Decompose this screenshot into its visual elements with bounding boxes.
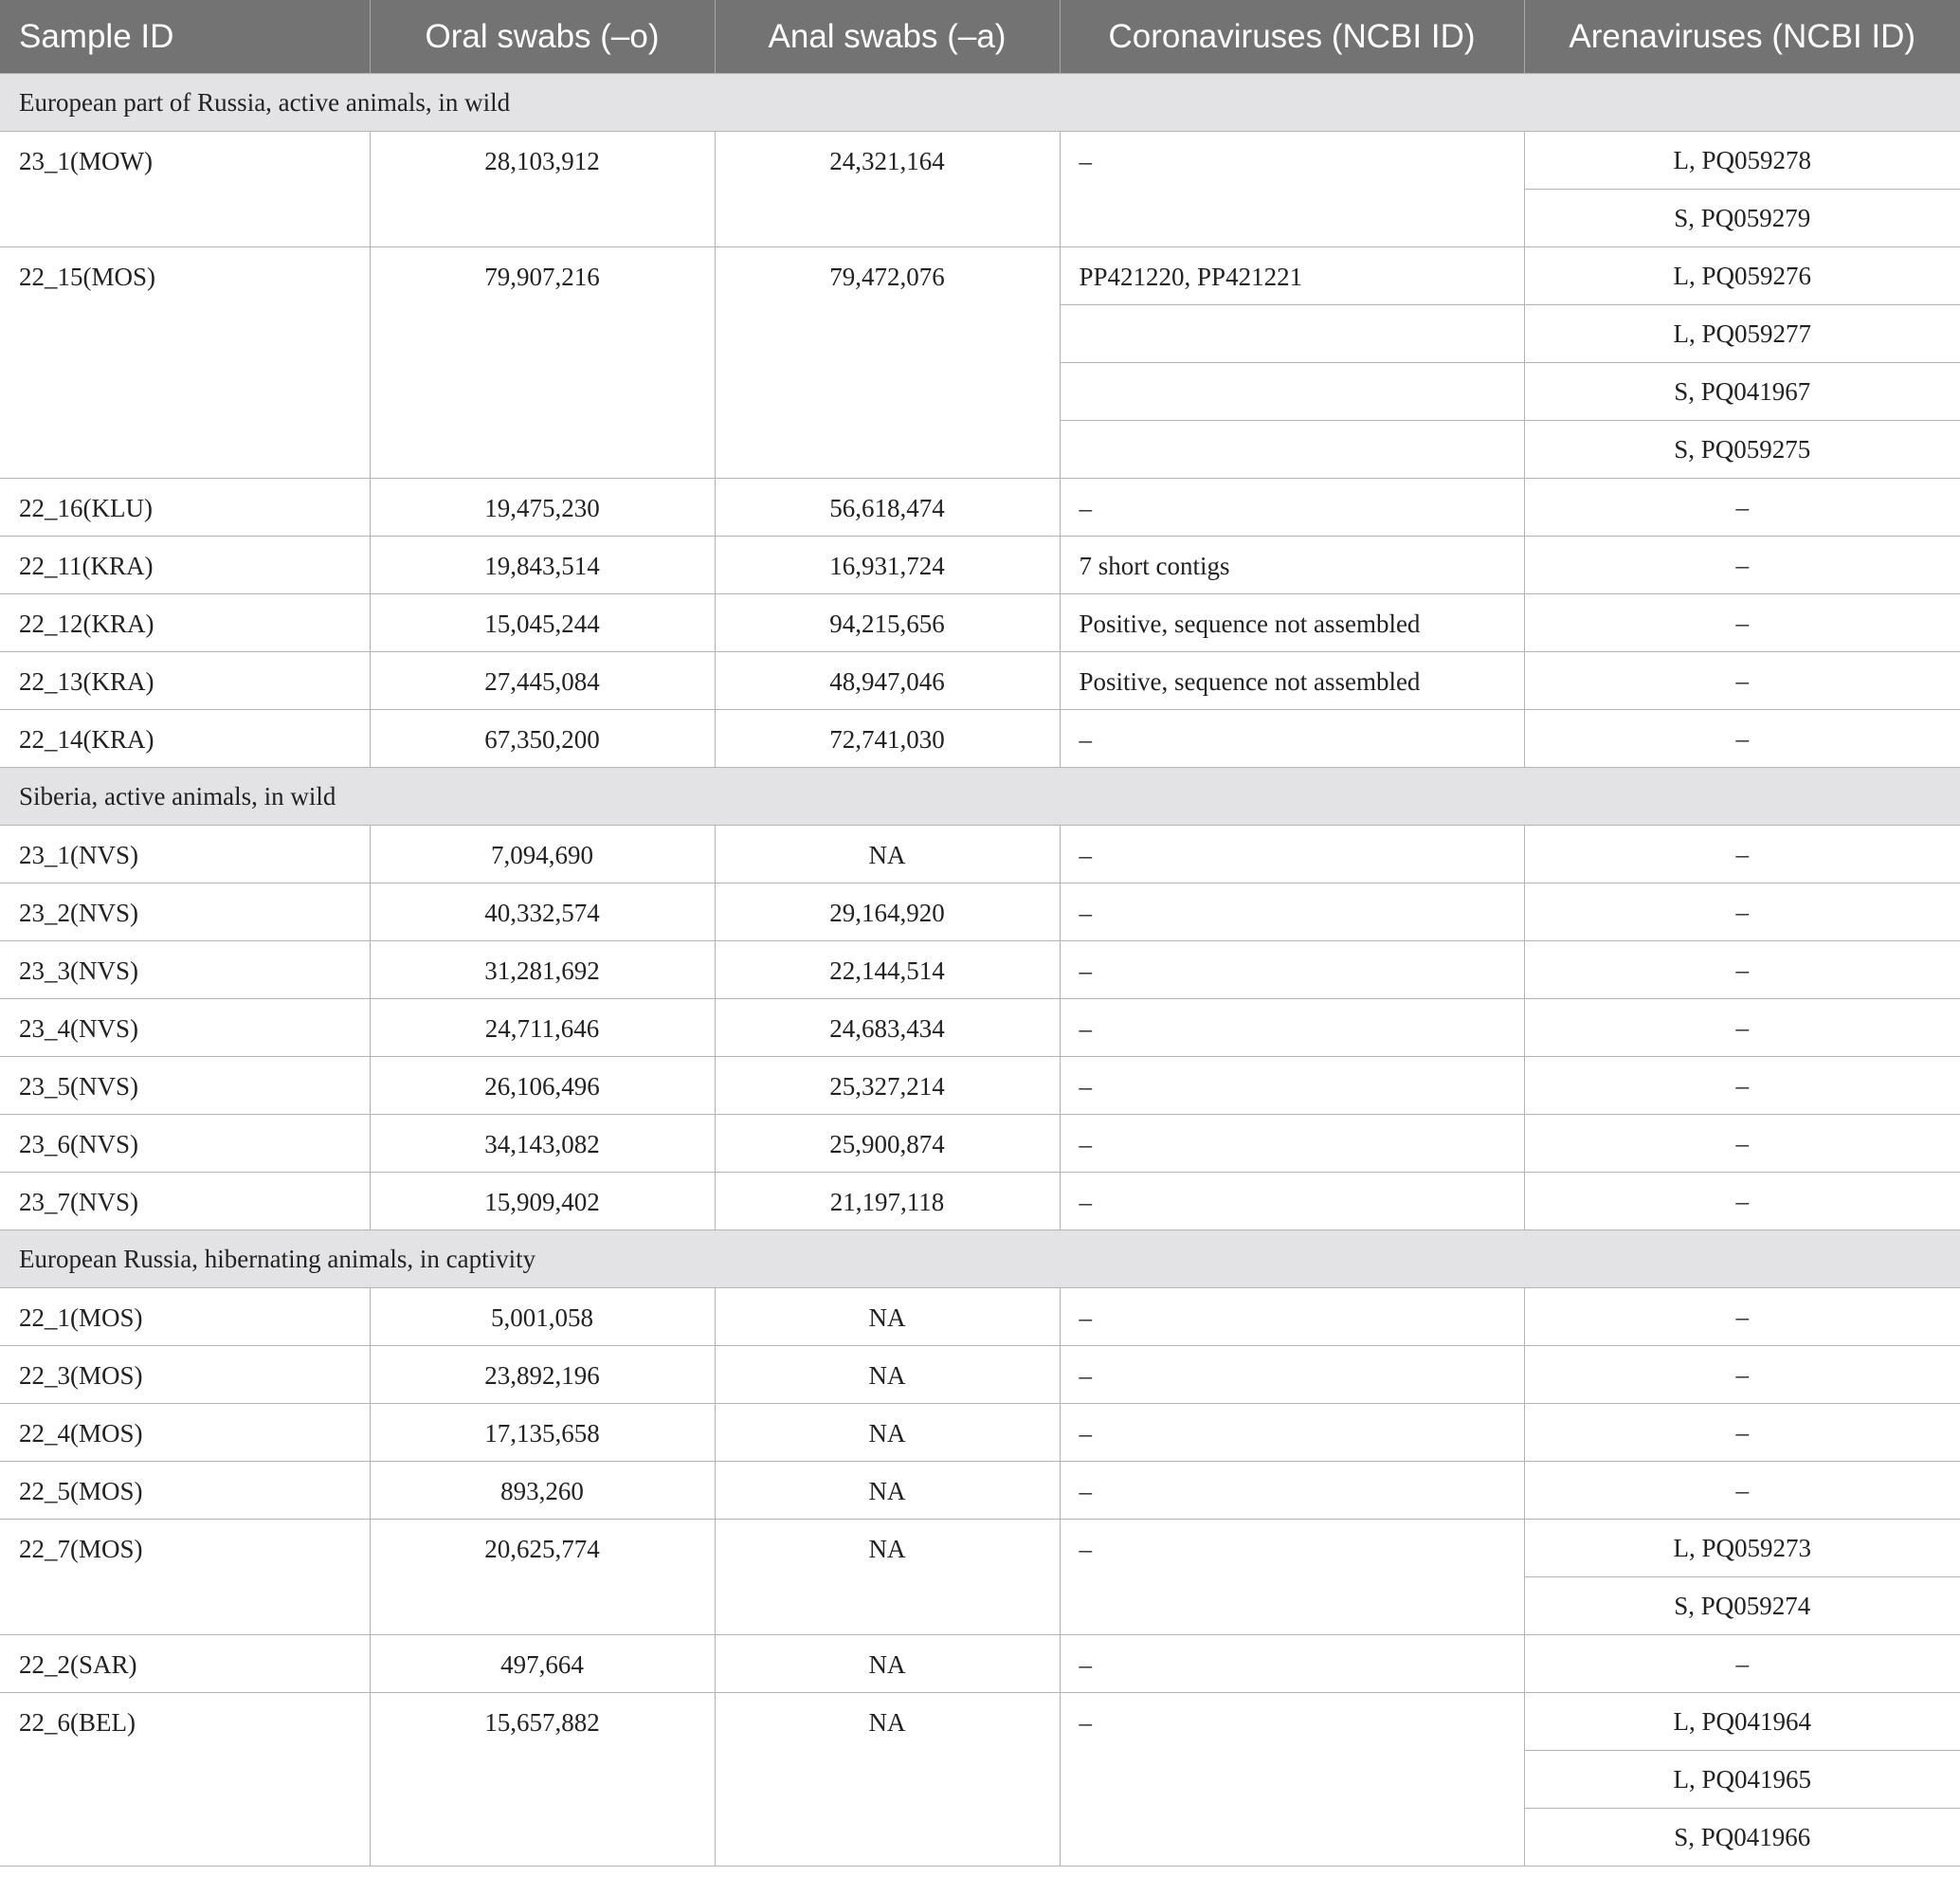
oral-swabs-cell: 7,094,690 [370,826,715,883]
coronavirus-cell: – [1060,479,1524,537]
table-row [0,132,1960,190]
sample-id-cell: 22_13(KRA) [0,652,370,710]
anal-swabs-cell: NA [715,1404,1060,1462]
sample-id-cell: 23_5(NVS) [0,1057,370,1115]
header-coronaviruses: Coronaviruses (NCBI ID) [1060,0,1524,74]
oral-swabs-cell: 497,664 [370,1635,715,1693]
anal-swabs-cell: NA [715,1288,1060,1346]
sample-id-cell: 22_5(MOS) [0,1462,370,1520]
coronavirus-cell: – [1060,999,1524,1057]
anal-swabs-cell: NA [715,1635,1060,1693]
arenavirus-cell: – [1524,594,1960,652]
table-row [0,1404,1960,1462]
coronavirus-cell: – [1060,1404,1524,1462]
header-row [0,0,1960,74]
sample-id-cell: 22_1(MOS) [0,1288,370,1346]
anal-swabs-cell: 56,618,474 [715,479,1060,537]
sample-id-cell: 22_15(MOS) [0,247,370,479]
anal-swabs-cell: NA [715,1520,1060,1635]
header-arenaviruses: Arenaviruses (NCBI ID) [1524,0,1960,74]
table-row [0,479,1960,537]
anal-swabs-cell: NA [715,1693,1060,1867]
sample-id-cell: 22_2(SAR) [0,1635,370,1693]
oral-swabs-cell: 20,625,774 [370,1520,715,1635]
table-row [0,594,1960,652]
coronavirus-cell: – [1060,941,1524,999]
arenavirus-cell: L, PQ041965 [1524,1751,1960,1809]
coronavirus-cell: 7 short contigs [1060,537,1524,594]
arenavirus-cell: S, PQ041967 [1524,363,1960,421]
group-header-row [0,768,1960,826]
arenavirus-cell: – [1524,1173,1960,1230]
arenavirus-cell: – [1524,1115,1960,1173]
arenavirus-cell: – [1524,826,1960,883]
arenavirus-cell: L, PQ059277 [1524,305,1960,363]
coronavirus-cell: Positive, sequence not assembled [1060,652,1524,710]
coronavirus-cell: – [1060,710,1524,768]
arenavirus-cell: – [1524,999,1960,1057]
table-row [0,1173,1960,1230]
sample-id-cell: 22_3(MOS) [0,1346,370,1404]
table-row [0,941,1960,999]
arenavirus-cell: – [1524,1404,1960,1462]
arenavirus-cell: L, PQ041964 [1524,1693,1960,1751]
oral-swabs-cell: 24,711,646 [370,999,715,1057]
oral-swabs-cell: 28,103,912 [370,132,715,247]
arenavirus-cell: S, PQ059275 [1524,421,1960,479]
sample-id-cell: 22_16(KLU) [0,479,370,537]
coronavirus-cell: Positive, sequence not assembled [1060,594,1524,652]
anal-swabs-cell: 48,947,046 [715,652,1060,710]
table-row [0,1115,1960,1173]
coronavirus-cell [1060,363,1524,421]
table-body [0,74,1960,1867]
table-row [0,1693,1960,1751]
group-header-row [0,74,1960,132]
header-sample-id: Sample ID [0,0,370,74]
anal-swabs-cell: 21,197,118 [715,1173,1060,1230]
anal-swabs-cell: 25,327,214 [715,1057,1060,1115]
anal-swabs-cell: NA [715,1462,1060,1520]
anal-swabs-cell: 72,741,030 [715,710,1060,768]
header-oral-swabs: Oral swabs (–o) [370,0,715,74]
sample-id-cell: 22_4(MOS) [0,1404,370,1462]
anal-swabs-cell: 29,164,920 [715,883,1060,941]
table-header [0,0,1960,74]
table-row [0,826,1960,883]
coronavirus-cell: – [1060,1057,1524,1115]
oral-swabs-cell: 17,135,658 [370,1404,715,1462]
anal-swabs-cell: 25,900,874 [715,1115,1060,1173]
coronavirus-cell: – [1060,132,1524,247]
arenavirus-cell: – [1524,710,1960,768]
sample-id-cell: 22_14(KRA) [0,710,370,768]
table-row [0,1346,1960,1404]
group-title: Siberia, active animals, in wild [0,768,1960,826]
sample-id-cell: 22_6(BEL) [0,1693,370,1867]
arenavirus-cell: L, PQ059278 [1524,132,1960,190]
table-row [0,999,1960,1057]
coronavirus-cell: – [1060,1115,1524,1173]
sample-id-cell: 22_11(KRA) [0,537,370,594]
arenavirus-cell: – [1524,1057,1960,1115]
anal-swabs-cell: 24,683,434 [715,999,1060,1057]
coronavirus-cell: – [1060,1462,1524,1520]
oral-swabs-cell: 23,892,196 [370,1346,715,1404]
coronavirus-cell: – [1060,1635,1524,1693]
anal-swabs-cell: 16,931,724 [715,537,1060,594]
arenavirus-cell: S, PQ041966 [1524,1809,1960,1867]
arenavirus-cell: – [1524,1346,1960,1404]
arenavirus-cell: – [1524,1288,1960,1346]
table-row [0,883,1960,941]
group-title: European Russia, hibernating animals, in captivity [0,1230,1960,1288]
arenavirus-cell: – [1524,941,1960,999]
oral-swabs-cell: 19,843,514 [370,537,715,594]
arenavirus-cell: L, PQ059276 [1524,247,1960,305]
oral-swabs-cell: 67,350,200 [370,710,715,768]
sample-id-cell: 23_7(NVS) [0,1173,370,1230]
coronavirus-cell: – [1060,1346,1524,1404]
table-row [0,1462,1960,1520]
table-row [0,652,1960,710]
arenavirus-cell: – [1524,1635,1960,1693]
arenavirus-cell: S, PQ059274 [1524,1577,1960,1635]
anal-swabs-cell: 24,321,164 [715,132,1060,247]
coronavirus-cell [1060,305,1524,363]
table-row [0,247,1960,305]
sample-id-cell: 23_3(NVS) [0,941,370,999]
sample-id-cell: 23_6(NVS) [0,1115,370,1173]
coronavirus-cell [1060,421,1524,479]
anal-swabs-cell: 79,472,076 [715,247,1060,479]
table-row [0,1520,1960,1577]
oral-swabs-cell: 15,909,402 [370,1173,715,1230]
sample-id-cell: 23_1(NVS) [0,826,370,883]
oral-swabs-cell: 15,045,244 [370,594,715,652]
arenavirus-cell: – [1524,652,1960,710]
header-anal-swabs: Anal swabs (–a) [715,0,1060,74]
coronavirus-cell: – [1060,1288,1524,1346]
oral-swabs-cell: 34,143,082 [370,1115,715,1173]
coronavirus-cell: – [1060,1520,1524,1635]
arenavirus-cell: – [1524,479,1960,537]
arenavirus-cell: L, PQ059273 [1524,1520,1960,1577]
sample-id-cell: 23_1(MOW) [0,132,370,247]
group-title: European part of Russia, active animals, in wild [0,74,1960,132]
oral-swabs-cell: 26,106,496 [370,1057,715,1115]
arenavirus-cell: – [1524,1462,1960,1520]
anal-swabs-cell: NA [715,1346,1060,1404]
sample-id-cell: 22_12(KRA) [0,594,370,652]
coronavirus-cell: – [1060,1173,1524,1230]
table-row [0,537,1960,594]
sample-id-cell: 23_2(NVS) [0,883,370,941]
table-row [0,710,1960,768]
arenavirus-cell: – [1524,883,1960,941]
oral-swabs-cell: 19,475,230 [370,479,715,537]
oral-swabs-cell: 15,657,882 [370,1693,715,1867]
oral-swabs-cell: 40,332,574 [370,883,715,941]
oral-swabs-cell: 5,001,058 [370,1288,715,1346]
group-header-row [0,1230,1960,1288]
oral-swabs-cell: 31,281,692 [370,941,715,999]
arenavirus-cell: – [1524,537,1960,594]
coronavirus-cell: – [1060,1693,1524,1867]
table-row [0,1288,1960,1346]
anal-swabs-cell: NA [715,826,1060,883]
table-row [0,1057,1960,1115]
arenavirus-cell: S, PQ059279 [1524,190,1960,247]
oral-swabs-cell: 27,445,084 [370,652,715,710]
anal-swabs-cell: 94,215,656 [715,594,1060,652]
anal-swabs-cell: 22,144,514 [715,941,1060,999]
coronavirus-cell: – [1060,826,1524,883]
sample-id-cell: 22_7(MOS) [0,1520,370,1635]
oral-swabs-cell: 79,907,216 [370,247,715,479]
coronavirus-cell: – [1060,883,1524,941]
sample-id-cell: 23_4(NVS) [0,999,370,1057]
table-row [0,1635,1960,1693]
oral-swabs-cell: 893,260 [370,1462,715,1520]
coronavirus-cell: PP421220, PP421221 [1060,247,1524,305]
